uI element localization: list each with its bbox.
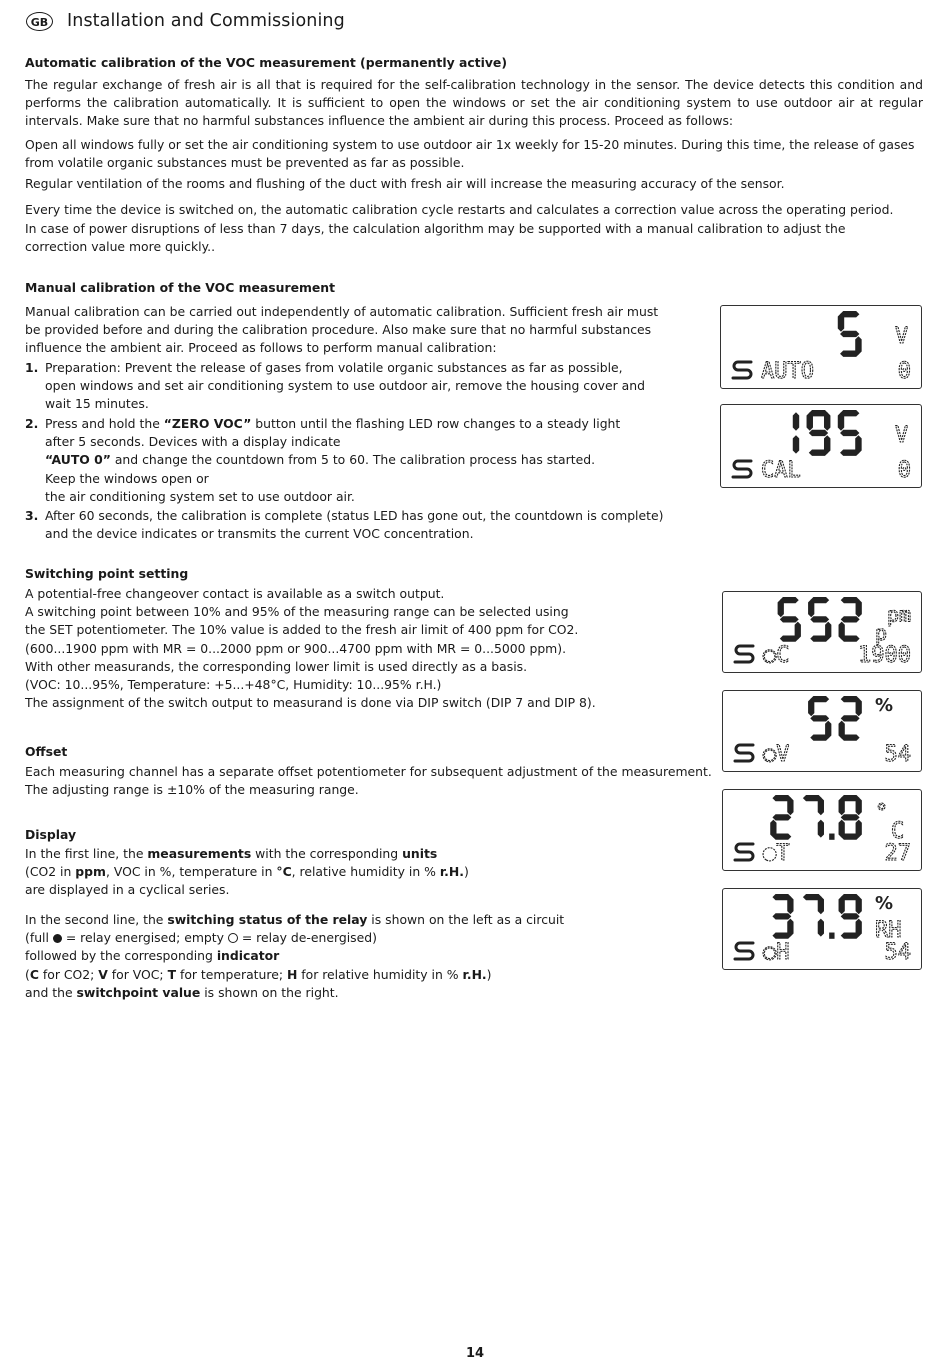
display-text-2: In the second line, the switching status of the relay is shown on the left as a circuit (full = relay energised; empty = relay de-energised) followed by the corresponding indicator (C for CO2; V for VOC; T for temperature; H for relative humidity in % r.H.) and the switchpoint value is shown on the right. xyxy=(25,912,565,1000)
lcd-segment xyxy=(810,715,829,721)
lcd-segment xyxy=(818,896,824,914)
lcd-display-cal xyxy=(720,404,922,488)
page-title: Installation and Commissioning xyxy=(67,11,345,31)
lcd-unit: V xyxy=(895,423,909,449)
lcd-segment xyxy=(810,636,829,642)
step-number: 3. xyxy=(25,508,39,523)
lcd-screen xyxy=(723,889,921,969)
offset-text xyxy=(25,763,715,799)
switching-line: A potential-free changeover contact is available as a switch output. xyxy=(25,586,445,601)
step-text: Preparation: Prevent the release of gases from volatile organic substances as far as possible, open windows and set air conditioning system to use outdoor air, remove the housing cover and wait 15 minutes. xyxy=(45,360,645,412)
step2-line4: Keep the windows open or xyxy=(45,470,209,486)
lcd-segment xyxy=(824,412,830,430)
lcd-segment xyxy=(839,820,845,838)
lcd-segment xyxy=(778,599,784,617)
lcd-segment xyxy=(793,412,799,430)
brand-logo-icon xyxy=(733,362,751,378)
lcd-indicator: ○C xyxy=(763,643,790,668)
lcd-segment xyxy=(809,449,828,455)
brand-logo-icon xyxy=(733,461,751,477)
lcd-screen xyxy=(723,691,921,771)
auto-cal-p2: Open all windows fully or set the air conditioning system to use outdoor air 1x weekly for 15-20 minutes. During this time, the release of gases from volatile organic substances must be prevented as far as possible. xyxy=(25,137,915,171)
display-title: Display xyxy=(25,827,77,842)
auto-cal-p3: Regular ventilation of the rooms and flushing of the duct with fresh air will increase the measuring accuracy of the sensor. xyxy=(25,176,785,191)
relay-de-energised-icon xyxy=(228,933,238,943)
lcd-segment xyxy=(772,933,791,939)
lcd-decimal-point xyxy=(829,933,834,939)
lcd-segment xyxy=(808,599,814,617)
lcd-segment xyxy=(856,896,862,914)
lcd-segment xyxy=(841,616,860,622)
manual-cal-intro: Manual calibration can be carried out independently of automatic calibration. Sufficient fresh air must be provided before and during the calibration procedure. Also make sure that no harmful substances influence the ambient air. Proceed as follows to perform manual calibration: xyxy=(25,304,659,356)
switching-title: Switching point setting xyxy=(25,566,189,581)
lcd-segment xyxy=(787,797,793,815)
step2-pre: Press and hold the xyxy=(45,416,164,431)
switching-text xyxy=(25,585,705,712)
relay-energised-icon xyxy=(53,934,62,943)
lcd-switchpoint: 0 xyxy=(897,458,911,483)
lcd-unit-degree: ° xyxy=(875,800,889,826)
offset-line: The adjusting range is ±10% of the measuring range. xyxy=(25,782,359,798)
brand-logo-icon xyxy=(735,943,753,959)
lcd-indicator: ○V xyxy=(763,742,790,767)
lcd-segment xyxy=(772,814,791,820)
lcd-indicator: ○H xyxy=(763,940,790,965)
lcd-segment xyxy=(841,735,860,741)
lcd-segment xyxy=(841,913,860,919)
lcd-screen xyxy=(721,306,921,388)
lcd-switchpoint: 27 xyxy=(884,841,911,866)
lcd-switchpoint: 1900 xyxy=(858,643,911,668)
lcd-display-voc xyxy=(722,690,922,772)
lcd-segment xyxy=(793,435,799,453)
lcd-display-co2 xyxy=(722,591,922,673)
lcd-segment xyxy=(838,412,844,430)
lcd-switchpoint: 54 xyxy=(884,742,911,767)
switching-line: (VOC: 10...95%, Temperature: +5...+48°C, Humidity: 10...95% r.H.) xyxy=(25,677,442,693)
manual-cal-step-2 xyxy=(25,415,665,506)
lcd-segment xyxy=(772,913,791,919)
offset-title: Offset xyxy=(25,744,68,759)
brand-logo-icon xyxy=(735,646,753,662)
lcd-indicator: ●T xyxy=(763,841,790,866)
lcd-segment xyxy=(818,820,824,838)
manual-cal-step-1 xyxy=(25,359,665,414)
lcd-segment xyxy=(840,430,859,436)
lcd-unit: % xyxy=(875,695,894,716)
brand-logo-icon xyxy=(735,745,753,761)
lcd-unit-pm: pm xyxy=(887,602,912,627)
lcd-switchpoint: 54 xyxy=(884,940,911,965)
lcd-segment xyxy=(787,896,793,914)
manual-cal-title: Manual calibration of the VOC measurement xyxy=(25,280,336,295)
lcd-segment xyxy=(856,797,862,815)
auto-0-label: “AUTO 0” xyxy=(45,452,111,468)
lcd-indicator: CAL xyxy=(761,458,801,483)
lcd-segment xyxy=(840,449,859,455)
switching-line: (600...1900 ppm with MR = 0...2000 ppm or 900...4700 ppm with MR = 0...5000 ppm). xyxy=(25,640,567,656)
lcd-segment xyxy=(780,616,799,622)
display-text-1: In the first line, the measurements with the corresponding units (CO2 in ppm, VOC in %, temperature in °C, relative humidity in % r.H.) are displayed in a cyclical series. xyxy=(25,846,469,898)
lcd-segment xyxy=(841,715,860,721)
manual-cal-step-3 xyxy=(25,507,685,543)
lcd-display-auto xyxy=(720,305,922,389)
auto-cal-p4a: Every time the device is switched on, the automatic calibration cycle restarts and calculates a correction value across the operating period. xyxy=(25,202,894,217)
lcd-segment xyxy=(818,797,824,815)
lcd-segment xyxy=(840,331,859,337)
auto-cal-title: Automatic calibration of the VOC measurement (permanently active) xyxy=(25,55,508,70)
lcd-display-temperature xyxy=(722,789,922,871)
lcd-segment xyxy=(809,430,828,436)
zero-voc-label: “ZERO VOC” xyxy=(163,416,252,431)
lcd-display-humidity xyxy=(722,888,922,970)
lcd-unit-p: p xyxy=(875,620,888,645)
offset-line: Each measuring channel has a separate offset potentiometer for subsequent adjustment of the measurement. xyxy=(25,764,712,779)
step-text xyxy=(45,415,645,506)
step2-line5: the air conditioning system set to use outdoor air. xyxy=(45,488,355,504)
step2-post: and change the countdown from 5 to 60. The calibration process has started. xyxy=(110,452,596,468)
step-text: After 60 seconds, the calibration is complete (status LED has gone out, the countdown is complete) and the device indicates or transmits the current VOC concentration. xyxy=(45,508,664,542)
lcd-screen xyxy=(723,592,921,672)
switching-line: The assignment of the switch output to measurand is done via DIP switch (DIP 7 and DIP 8). xyxy=(25,695,596,711)
lcd-decimal-point xyxy=(829,834,834,840)
lcd-unit-rh: RH xyxy=(875,917,902,943)
lcd-segment xyxy=(810,616,829,622)
lcd-segment xyxy=(772,834,791,840)
lcd-segment xyxy=(840,350,859,356)
lcd-segment xyxy=(841,933,860,939)
lcd-segment xyxy=(807,412,813,430)
lcd-segment xyxy=(780,636,799,642)
switching-line: With other measurands, the corresponding lower limit is used directly as a basis. xyxy=(25,658,528,674)
switching-line: A switching point between 10% and 95% of the measuring range can be selected using xyxy=(25,604,569,620)
page-number: 14 xyxy=(465,1346,485,1361)
lcd-segment xyxy=(841,636,860,642)
lcd-switchpoint: 0 xyxy=(897,359,911,384)
auto-cal-p4b: In case of power disruptions of less than 7 days, the calculation algorithm may be supported with a manual calibration to adjust the correction value more quickly.. xyxy=(25,221,846,255)
auto-cal-p1: The regular exchange of fresh air is all that is required for the self-calibration technology in the sensor. The device detects this condition and performs the calibration automatically. It is sufficient to open the windows or set the air conditioning system to use outdoor air at regular intervals. Make sure that no harmful substances influence the ambient air during this process. Proceed as follows: xyxy=(25,77,923,129)
lcd-unit-c: C xyxy=(891,818,905,844)
lcd-segment xyxy=(839,797,845,815)
switching-line: the SET potentiometer. The 10% value is added to the fresh air limit of 400 ppm for CO2. xyxy=(25,622,579,638)
lcd-segment xyxy=(841,814,860,820)
lcd-segment xyxy=(818,919,824,937)
lcd-unit: V xyxy=(895,324,909,350)
lcd-screen xyxy=(723,790,921,870)
language-badge: GB xyxy=(26,12,53,31)
lcd-unit: % xyxy=(875,893,894,914)
lcd-segment xyxy=(838,313,844,331)
step-number: 1. xyxy=(25,360,39,375)
lcd-segment xyxy=(808,698,814,716)
lcd-screen xyxy=(721,405,921,487)
step-number: 2. xyxy=(25,416,39,431)
lcd-segment xyxy=(810,735,829,741)
lcd-segment xyxy=(839,896,845,914)
lcd-segment xyxy=(856,698,862,716)
brand-logo-icon xyxy=(735,844,753,860)
step2-mid: button until the flashing LED row changes to a steady light after 5 seconds. Devices with a display indicate xyxy=(45,416,621,450)
lcd-indicator: AUTO xyxy=(761,359,814,384)
lcd-segment xyxy=(856,599,862,617)
